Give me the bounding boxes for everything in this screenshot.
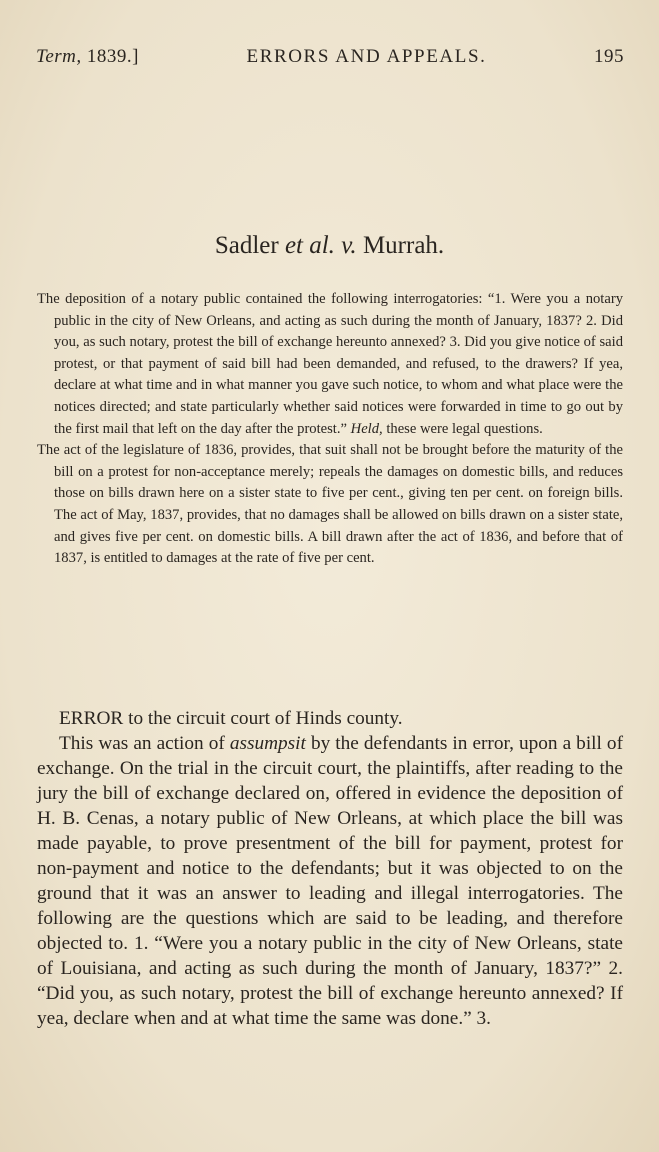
- headnotes: [37, 289, 623, 570]
- headnote-1-text: The deposition of a notary public contained the following interrogatories: “1. Were you a notary public in the city of New Orleans, and acting as such during the month of January, 1837? 2. Did you, as such notary, protest the bill of exchange hereunto annexed? 3. Did you give notice of said protest, or that payment of said bill had been demanded, and refused, to the drawers? If yea, declare at what time and in what manner you gave such notice, to whom and what place were the notices directed; and state particularly whether said notices were forwarded in time to go out by the first mail that left on the day after the protest.”: [37, 291, 623, 437]
- page-number: 195: [594, 46, 624, 67]
- case-title: [0, 232, 659, 260]
- et-al: et al.: [284, 232, 335, 259]
- running-head-term: [36, 46, 139, 68]
- body-paragraph-2-start: This was an action of: [59, 733, 225, 754]
- term-year: 1839.]: [86, 46, 139, 67]
- body-paragraph-2: [37, 731, 623, 1031]
- opinion-body: [37, 706, 623, 1031]
- versus: v.: [341, 232, 357, 259]
- defendant-name: Murrah.: [362, 232, 445, 259]
- body-paragraph-1: ERROR to the circuit court of Hinds county.: [59, 708, 403, 729]
- headnote-2: The act of the legislature of 1836, provides, that suit shall not be brought before the maturity of the bill on a protest for non-acceptance merely; repeals the damages on domestic bills, and reduces those on bills drawn here on a sister state to five per cent., giving ten per cent. on foreign bills. The act of May, 1837, provides, that no damages shall be allowed on bills drawn on a sister state, and gives five per cent. on domestic bills. A bill drawn after the act of 1836, and before that of 1837, is entitled to damages at the rate of five per cent.: [37, 442, 623, 567]
- headnote-1-held: Held,: [350, 420, 383, 437]
- headnote-1-conclusion: these were legal questions.: [386, 420, 543, 437]
- plaintiff-name: Sadler: [214, 232, 279, 259]
- term-label: Term,: [36, 46, 82, 67]
- assumpsit-term: assumpsit: [229, 733, 306, 754]
- running-head: [36, 46, 624, 68]
- running-head-section: ERRORS AND APPEALS.: [246, 46, 487, 67]
- headnote-1: [37, 289, 623, 440]
- body-paragraph-2-rest: by the defendants in error, upon a bill of exchange. On the trial in the circuit court, the plaintiffs, after reading to the jury the bill of exchange declared on, offered in evidence the deposition of H. B. Cenas, a notary public of New Orleans, at which place the bill was made payable, to prove presentment of the bill for payment, protest for non-payment and notice to the defendants; but it was objected to on the ground that it was an answer to leading and illegal interrogatories. The following are the questions which are said to be leading, and therefore objected to. 1. “Were you a notary public in the city of New Orleans, state of Louisiana, and acting as such during the month of January, 1837?” 2. “Did you, as such notary, protest the bill of exchange hereunto annexed? If yea, declare when and at what time the same was done.” 3.: [37, 733, 623, 1029]
